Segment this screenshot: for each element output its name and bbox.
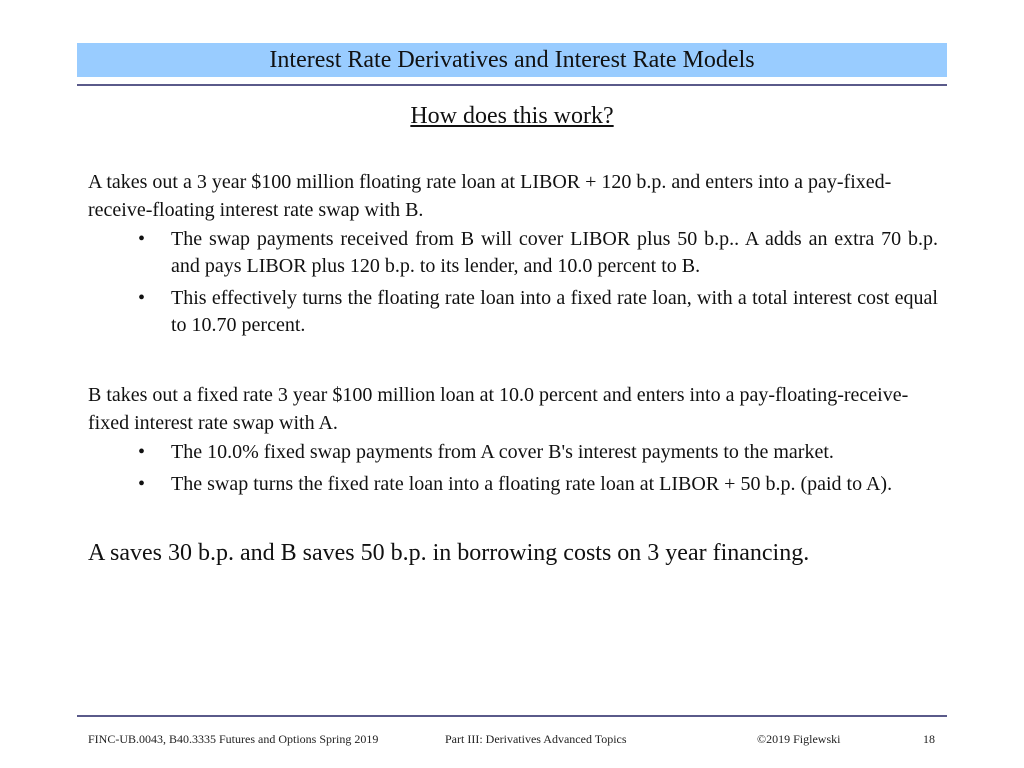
footer-page-number: 18 [923, 732, 935, 746]
footer-copyright: ©2019 Figlewski [757, 732, 841, 746]
section-b-bullet-1 [88, 439, 938, 466]
section-b-bullets [88, 439, 938, 498]
footer-divider [77, 715, 947, 717]
slide-conclusion: A saves 30 b.p. and B saves 50 b.p. in borrowing costs on 3 year financing. [88, 540, 810, 566]
section-a-bullet-2 [88, 285, 938, 339]
section-a-bullets [88, 226, 938, 339]
bullet-icon: • [138, 473, 146, 495]
slide-subtitle: How does this work? [410, 103, 614, 129]
section-spacer [88, 344, 938, 381]
bullet-text: The swap payments received from B will cover LIBOR plus 50 b.p.. A adds an extra 70 b.p. and pays LIBOR plus 120 b.p. to its lender, and 10.0 percent to B. [171, 228, 938, 277]
footer-course-info: FINC-UB.0043, B40.3335 Futures and Options Spring 2019 [88, 732, 379, 746]
bullet-text: The 10.0% fixed swap payments from A cover B's interest payments to the market. [171, 441, 834, 463]
bullet-icon: • [138, 287, 146, 309]
slide-header-bar [77, 43, 947, 77]
section-a-intro: A takes out a 3 year $100 million floating rate loan at LIBOR + 120 b.p. and enters into a pay-fixed-receive-floating interest rate swap with B. [88, 171, 892, 221]
bullet-icon: • [138, 228, 146, 250]
slide-header-title: Interest Rate Derivatives and Interest Rate Models [269, 47, 755, 73]
section-a-bullet-1 [88, 226, 938, 280]
section-b-bullet-2 [88, 471, 938, 498]
section-b-intro: B takes out a fixed rate 3 year $100 million loan at 10.0 percent and enters into a pay-floating-receive-fixed interest rate swap with A. [88, 384, 909, 434]
bullet-icon: • [138, 441, 146, 463]
slide-body [88, 168, 938, 568]
bullet-text: The swap turns the fixed rate loan into a floating rate loan at LIBOR + 50 b.p. (paid to A). [171, 473, 893, 495]
footer-part-title: Part III: Derivatives Advanced Topics [445, 732, 627, 746]
bullet-text: This effectively turns the floating rate loan into a fixed rate loan, with a total interest cost equal to 10.70 percent. [171, 287, 938, 336]
header-divider [77, 84, 947, 86]
